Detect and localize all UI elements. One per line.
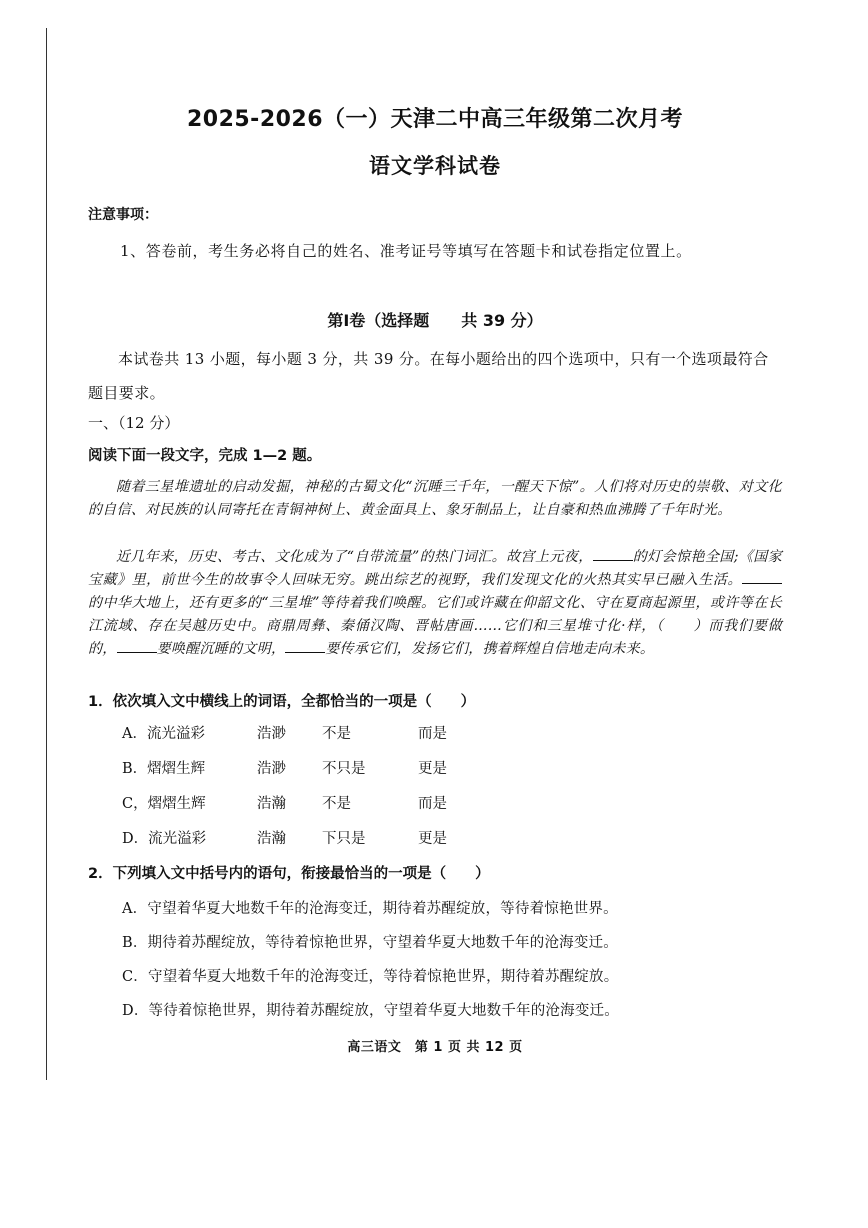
notes-heading: 注意事项： xyxy=(88,207,158,223)
question-2-stem: 2．下列填入文中括号内的语句，衔接最恰当的一项是（ ） xyxy=(88,866,490,882)
question-1-stem: 1．依次填入文中横线上的词语，全都恰当的一项是（ ） xyxy=(88,694,476,710)
q1-option-word-3: 不只是 xyxy=(322,761,366,777)
passage-p2-part-d: 要唤醒沉睡的文明， xyxy=(156,641,286,657)
q1-option-a xyxy=(122,722,498,743)
q1-option-label: B．熠熠生辉 xyxy=(122,761,206,777)
q1-option-word-3: 不是 xyxy=(322,726,351,742)
passage-p2-part-c: 的中华大地上，还有更多的“三星堆”等待着我们唤醒。它们或许藏在仰韶文化、守在夏商起源里，或许等在长江流域、存在吴越历史中。商鼎周彝、秦俑汉陶、晋帖唐画……它们和三星堆寸化·样，（ ）而我们要做的， xyxy=(88,595,782,657)
q2-option-d: D．等待着惊艳世界，期待着苏醒绽放，守望着华夏大地数千年的沧海变迁。 xyxy=(122,1003,619,1019)
part-label: 一、（12 分） xyxy=(88,414,180,432)
q1-option-d xyxy=(122,827,498,848)
exam-subtitle: 语文学科试卷 xyxy=(369,154,501,178)
q1-option-word-2: 浩瀚 xyxy=(257,831,286,847)
q1-option-word-4: 而是 xyxy=(418,726,447,742)
fill-blank-4 xyxy=(285,638,325,653)
q1-option-b xyxy=(122,757,498,778)
q1-option-label: A．流光溢彩 xyxy=(122,726,205,742)
q1-option-word-4: 更是 xyxy=(418,761,447,777)
q1-option-word-4: 而是 xyxy=(418,796,447,812)
q2-option-a: A．守望着华夏大地数千年的沧海变迁，期待着苏醒绽放，等待着惊艳世界。 xyxy=(122,901,618,917)
notes-item-1: 1、答卷前，考生务必将自己的姓名、准考证号等填写在答题卡和试卷指定位置上。 xyxy=(120,242,692,260)
section-heading: 第Ⅰ卷（选择题 共 39 分） xyxy=(327,311,543,330)
q1-option-word-2: 浩瀚 xyxy=(257,796,286,812)
q1-option-word-4: 更是 xyxy=(418,831,447,847)
q1-option-word-2: 浩渺 xyxy=(257,761,286,777)
q1-option-c xyxy=(122,792,498,813)
passage-paragraph-1: 随着三星堆遗址的启动发掘，神秘的古蜀文化“沉睡三千年，一醒天下惊”。人们将对历史的崇敬、对文化的自信、对民族的认同寄托在青铜神树上、黄金面具上、象牙制品上，让自豪和热血沸腾了千年时光。 xyxy=(88,479,782,518)
exam-title: 2025-2026（一）天津二中高三年级第二次月考 xyxy=(186,107,684,132)
passage-p2-part-a: 近几年来，历史、考古、文化成为了“自带流量”的热门词汇。故宫上元夜， xyxy=(116,549,593,565)
q1-option-label: D．流光溢彩 xyxy=(122,831,207,847)
q2-option-c: C．守望着华夏大地数千年的沧海变迁，等待着惊艳世界，期待着苏醒绽放。 xyxy=(122,969,619,985)
reading-instruction: 阅读下面一段文字，完成 1—2 题。 xyxy=(88,448,322,464)
q2-option-b: B．期待着苏醒绽放，等待着惊艳世界，守望着华夏大地数千年的沧海变迁。 xyxy=(122,935,618,951)
fill-blank-2 xyxy=(742,569,782,584)
passage-p2-part-b: 的灯会惊艳全国;《国家宝藏》里，前世今生的故事令人回味无穷。跳出综艺的视野，我们发现文化的火热其实早已融入生活。 xyxy=(88,549,782,588)
q1-option-word-3: 不是 xyxy=(322,796,351,812)
section-description: 本试卷共 13 小题，每小题 3 分，共 39 分。在每小题给出的四个选项中，只有一个选项最符合题目要求。 xyxy=(88,350,769,402)
page-footer: 高三语文 第 1 页 共 12 页 xyxy=(347,1040,523,1055)
q1-option-label: C，熠熠生辉 xyxy=(122,796,206,812)
fill-blank-1 xyxy=(593,546,633,561)
fill-blank-3 xyxy=(117,638,157,653)
q1-option-word-3: 下只是 xyxy=(322,831,366,847)
binding-margin-line xyxy=(46,28,47,1080)
passage-p2-part-e: 要传承它们，发扬它们，携着辉煌自信地走向未来。 xyxy=(325,641,655,657)
q1-option-word-2: 浩渺 xyxy=(257,726,286,742)
passage-paragraph-2 xyxy=(88,546,782,661)
